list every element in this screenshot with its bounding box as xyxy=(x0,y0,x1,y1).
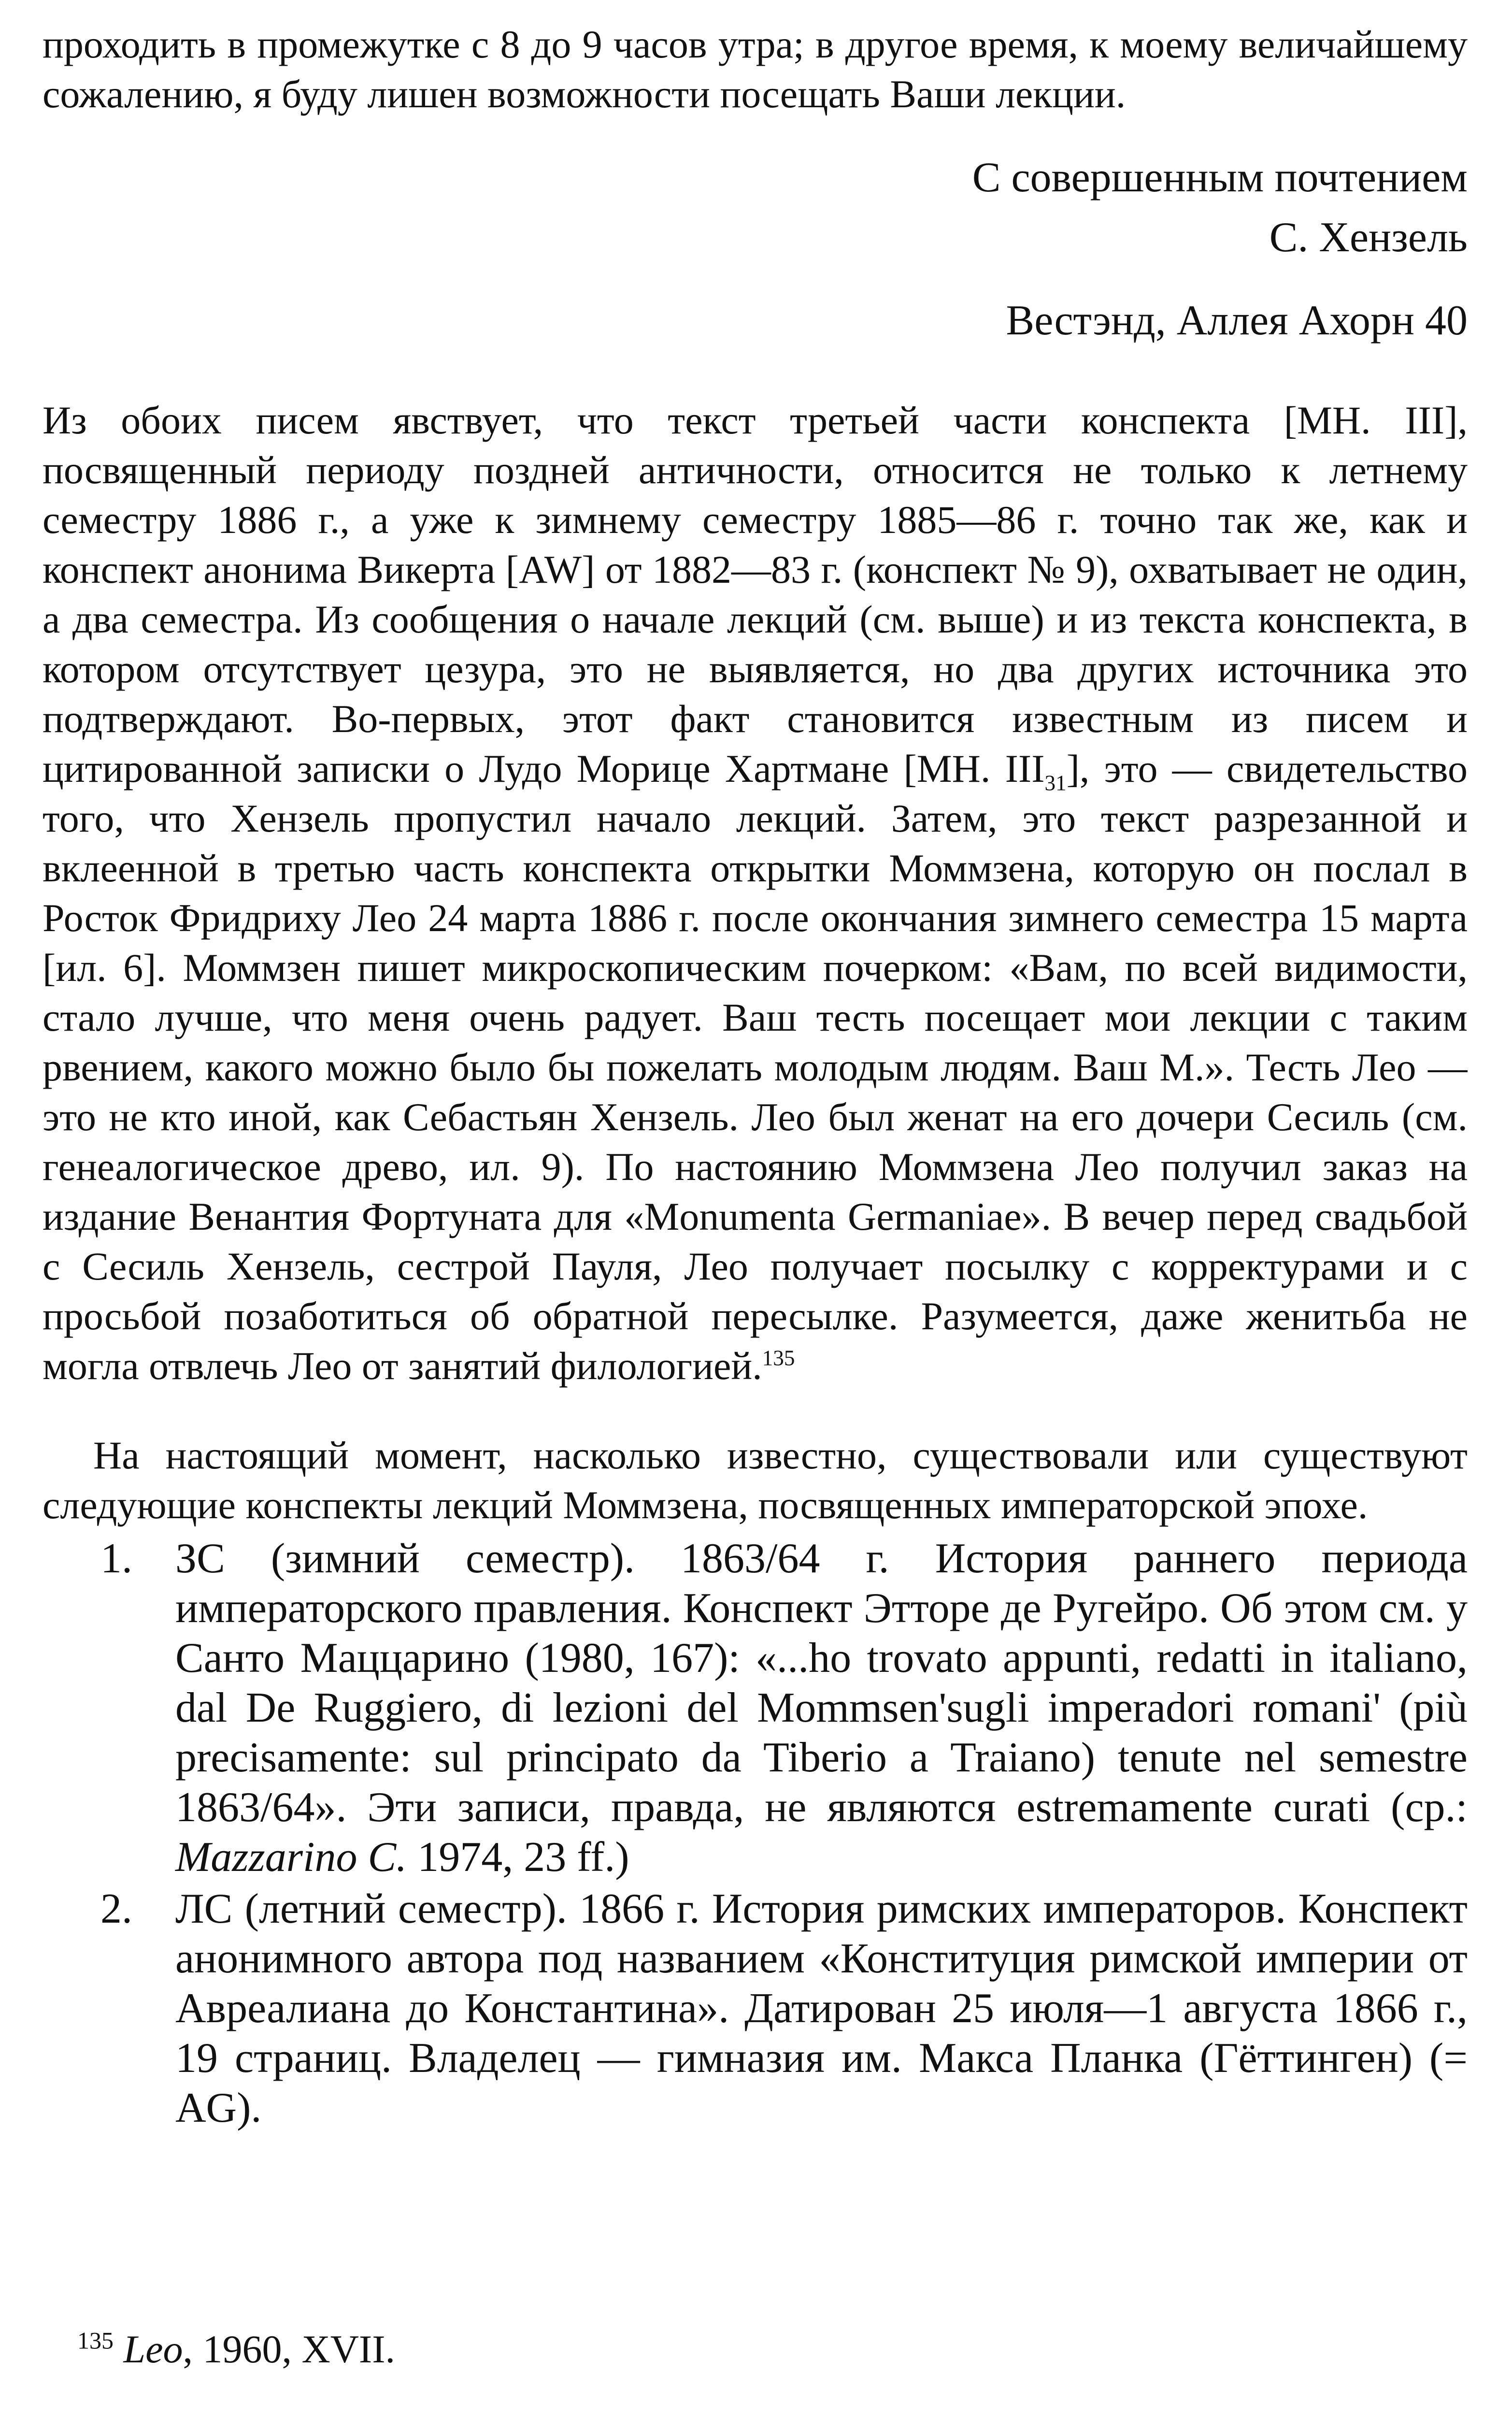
list-item-text xyxy=(158,1534,1468,1882)
footnote xyxy=(77,2324,395,2374)
main-paragraph xyxy=(43,395,1468,1391)
lecture-notes-list xyxy=(43,1534,1468,2133)
footnote-mark: 135 xyxy=(77,2327,114,2354)
list-item-italic: Mazzarino С. xyxy=(175,1834,407,1881)
footnote-author: Leo xyxy=(123,2327,183,2371)
main-paragraph-part-1: Из обоих писем явствует, что текст третьей части конспекта [МН. III], посвященный периоду поздней античности, относится не только к летнему семестру 1886 г., а уже к зимнему семестру 1885—86 г. точно так же, как и конспект анонима Викерта [AW] от 1882—83 г. (конспект № 9), охватывает не один, а два семестра. Из сообщения о начале лекций (см. выше) и из текста конспекта, в котором отсутствует цезура, это не выявляется, но два других источника это подтверждают. Во-первых, этот факт становится известным из писем и цитированной записки о Лудо Морице Хартмане [МН. III xyxy=(43,398,1468,791)
signature-block xyxy=(43,148,1468,351)
letter-address: Вестэнд, Аллея Ахорн 40 xyxy=(1006,297,1468,344)
list-item-text xyxy=(158,1884,1468,2133)
letter-signature: С. Хензель xyxy=(1269,214,1468,261)
footnote-rest: , 1960, XVII. xyxy=(183,2327,396,2371)
list-item xyxy=(43,1884,1468,2133)
main-paragraph-part-2: ], это — свидетельство того, что Хензель пропустил начало лекций. Затем, это текст разрезанной и вклеенной в третью часть конспекта открытки Моммзена, которую он послал в Росток Фридриху Лео 24 марта 1886 г. после окончания зимнего семестра 15 марта [ил. 6]. Моммзен пишет микроскопическим почерком: «Вам, по всей видимости, стало лучше, что меня очень радует. Ваш тесть посещает мои лекции с таким рвением, какого можно было бы пожелать молодым людям. Ваш М.». Тесть Лео — это не кто иной, как Себастьян Хензель. Лео был женат на его дочери Сесиль (см. генеалогическое древо, ил. 9). По настоянию Моммзена Лео получил заказ на издание Венантия Фортуната для «Monumenta Germaniae». В вечер перед свадьбой с Сесиль Хензель, сестрой Пауля, Лео получает посылку с корректурами и с просьбой позаботиться об обратной пересылке. Разумеется, даже женитьба не могла отвлечь Лео от занятий филологией. xyxy=(43,747,1468,1388)
list-item-text-end: 1974, 23 ff.) xyxy=(407,1834,629,1881)
subscript-index: 31 xyxy=(1044,771,1067,795)
list-item-text-start: ЗС (зимний семестр). 1863/64 г. История раннего периода императорского правления. Конспект Этторе де Ругейро. Об этом см. у Санто Маццарино (1980, 167): «...ho trovato appunti, redatti in italiano, dal De Ruggiero, di lezioni del Mommsen'sugli imperadori romani' (più precisamente: sul principato da Tiberio a Traiano) tenute nel semestre 1863/64». Эти записи, правда, не являются estremamente curati (ср.: xyxy=(175,1535,1468,1831)
letter-closing: С совершенным почтением xyxy=(972,154,1468,201)
footnote-reference: 135 xyxy=(762,1346,795,1370)
list-item-number: 2. xyxy=(100,1885,132,1932)
list-item xyxy=(43,1534,1468,1882)
list-item-text-start: ЛС (летний семестр). 1866 г. История римских императоров. Конспект анонимного автора под названием «Конституция римской империи от Авреалиана до Константина». Датирован 25 июля—1 августа 1866 г., 19 страниц. Владелец — гимназия им. Макса Планка (Гёттинген) (= AG). xyxy=(175,1885,1468,2131)
letter-continuation: проходить в промежутке с 8 до 9 часов утра; в другое время, к моему величайшему сожалению, я буду лишен возможности посещать Ваши лекции. xyxy=(43,22,1468,116)
document-page xyxy=(43,19,1468,2416)
intro-paragraph: На настоящий момент, насколько известно, существовали или существуют следующие конспекты лекций Моммзена, посвященных императорской эпохе. xyxy=(43,1433,1468,1527)
list-item-number: 1. xyxy=(100,1535,132,1582)
